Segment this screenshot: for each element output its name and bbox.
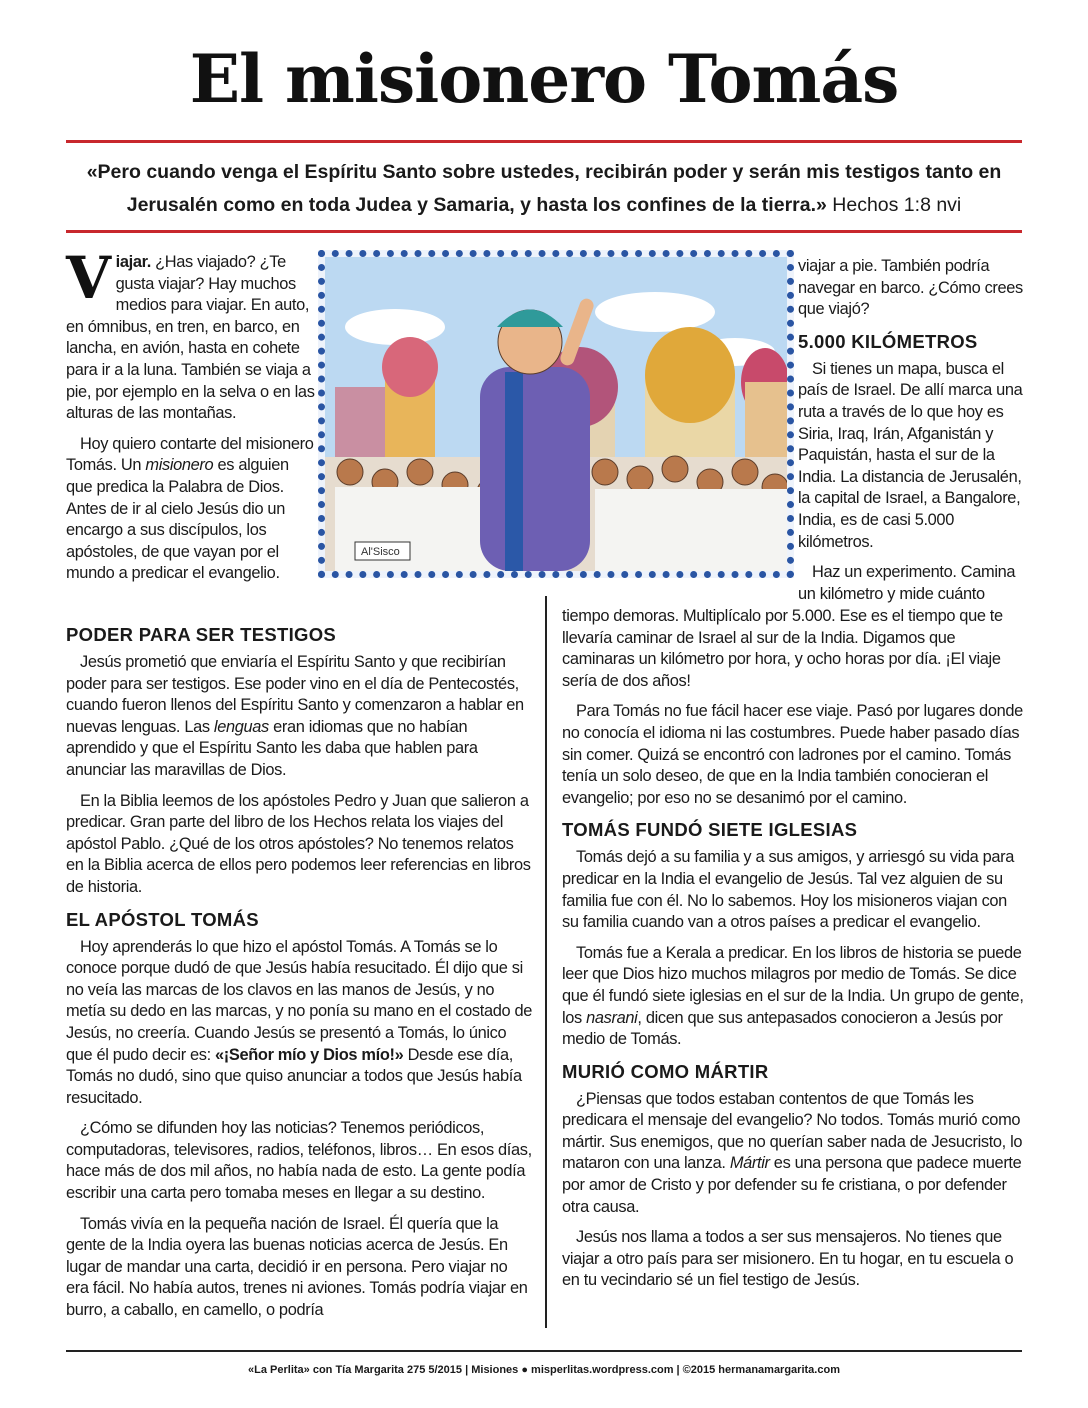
bible-verse (66, 156, 1022, 222)
apostol-paragraph-3: Tomás vivía en la pequeña nación de Israel. Él quería que la gente de la India oyera las buenas noticias acerca de Jesús. En lugar de mandar una carta, decidió ir en persona. Pero viajar no era fácil. No había autos, trenes ni aviones. Tomás podría viajar en burro, a caballo, en camello, o podría (66, 1214, 528, 1320)
footer-divider (66, 1350, 1022, 1352)
illustration-frame (318, 250, 794, 578)
apostol-paragraph-1: Hoy aprenderás lo que hizo el apóstol Tomás. A Tomás se lo conoce porque dudó de que Jesús había resucitado. Él dijo que si no veía las marcas de los clavos en las manos de Jesús, y no metía su dedo en las marcas, y no ponía su mano en el costado de Jesús, no creería. Cuando Jesús se presentó a Tomás, lo único que él pudo decir es: «¡Señor mío y Dios mío!» Desde ese día, Tomás no dudó, sino que quiso anunciar a todos que Jesús había resucitado. (66, 937, 532, 1107)
poder-paragraph-2: En la Biblia leemos de los apóstoles Pedro y Juan que salieron a predicar. Gran parte del libro de los Hechos relata los viajes del apóstol Pablo. ¿Qué de los otros apóstoles? No tenemos relatos en la Biblia acerca de ellos pero podemos leer referencias en libros de historia. (66, 791, 531, 896)
page-title: El misionero Tomás (189, 40, 899, 118)
intro-column (66, 244, 316, 594)
kilometros-paragraph-1: Si tienes un mapa, busca el país de Israel. De allí marca una ruta a través de lo que hoy es Siria, Iraq, Irán, Afganistán y Paquistán, hasta el sur de la India. La distancia de Jerusalén, la capital de Israel, a Bangalore, India, es de casi 5.000 kilómetros. (798, 359, 1023, 551)
kilometros-paragraph-2-cont: tiempo demoras. Multiplícalo por 5.000. Ese es el tiempo que te llevaría caminar de Israel al sur de la India. Digamos que caminaras un kilómetro por hora, y ocho horas por día. ¡El viaje sería de dos años! (562, 607, 1003, 690)
verse-reference: Hechos 1:8 nvi (826, 194, 962, 216)
intro-paragraph-2: Hoy quiero contarte del misionero Tomás. Un misionero es alguien que predica la Palabra de Dios. Antes de ir al cielo Jesús dio un encargo a sus discípulos, los apóstoles, de que vayan por el mundo a predicar el evangelio. (66, 434, 314, 583)
iglesias-paragraph-1: Tomás dejó a su familia y a sus amigos, y arriesgó su vida para predicar en la India el evangelio de Jesús. Tal vez alguien de su familia fue con él. No lo sabemos. Hoy los misioneros viajan con su familia cuando van a otros países a predicar el evangelio. (562, 848, 1015, 932)
right-top-column (798, 256, 1024, 614)
heading-martir: MURIÓ COMO MÁRTIR (562, 1060, 769, 1082)
kilometros-paragraph-2: Haz un experimento. Camina un kilómetro y mide cuánto (798, 563, 1016, 603)
heading-poder: PODER PARA SER TESTIGOS (66, 624, 337, 645)
martir-paragraph-2: Jesús nos llama a todos a ser sus mensajeros. No tienes que viajar a otro país para ser misionero. En tu hogar, en tu escuela o en tu vecindario sé un fiel testigo de Jesús. (562, 1228, 1014, 1290)
poder-paragraph-1: Jesús prometió que enviaría el Espíritu Santo y que recibirían poder para ser testigos. Ese poder vino en el día de Pentecostés, cuando fueron llenos del Espíritu Santo y comenzaron a hablar en nuevas lenguas. Las lenguas eran idiomas que no habían aprendido y que el Espíritu Santo les daba que hablen para anunciar las maravillas de Dios. (66, 653, 524, 779)
verse-quote: «Pero cuando venga el Espíritu Santo sobre ustedes, recibirán poder y serán mis testigos tanto en Jerusalén como en toda Judea y Samaria, y hasta los confines de la tierra.» (86, 161, 1002, 216)
iglesias-paragraph-2: Tomás fue a Kerala a predicar. En los libros de historia se puede leer que Dios hizo muchos milagros por medio de Tomás. Se dice que él fundó siete iglesias en el sur de la India. Un grupo de gente, los nasrani, dicen que sus antepasados conocieron a Jesús por medio de Tomás. (562, 943, 1024, 1049)
left-column (66, 614, 534, 1331)
column-divider (545, 596, 547, 1328)
preaching-illustration (325, 257, 787, 571)
heading-apostol: EL APÓSTOL TOMÁS (66, 908, 259, 930)
intro-paragraph-1: Viajar. ¿Has viajado? ¿Te gusta viajar? Hay muchos medios para viajar. En auto, en ómnibus, en tren, en barco, en lancha, en avión, hasta en cohete para ir a la luna. También se viaja a pie, por ejemplo en la selva o en las alturas de las montañas. (66, 244, 315, 423)
verse-divider (66, 230, 1022, 233)
drop-cap: V (66, 244, 111, 312)
heading-kilometros: 5.000 KILÓMETROS (798, 330, 978, 352)
title-divider (66, 140, 1022, 143)
heading-iglesias: TOMÁS FUNDÓ SIETE IGLESIAS (562, 819, 858, 841)
artist-signature: Al'Sisco (361, 546, 400, 558)
apostol-paragraph-2: ¿Cómo se difunden hoy las noticias? Tenemos periódicos, computadoras, televisores, radios, teléfonos, libros… En esos días, hace más de dos mil años, no había nada de esto. La gente podía escribir una carta pero tomaba meses en llegar a su destino. (66, 1119, 532, 1203)
right-column (562, 606, 1024, 1301)
intro-lead: iajar. (115, 253, 151, 271)
right-continuation: viajar a pie. También podría navegar en barco. ¿Cómo crees que viajó? (798, 257, 1023, 319)
martir-paragraph-1: ¿Piensas que todos estaban contentos de que Tomás les predicara el mensaje del evangelio? No todos. Tomás murió como mártir. Sus enemigos, que no querían saber nada de Jesucristo, lo mataron con una lanza. Mártir es una persona que padece muerte por amor de Cristo y por defender su fe cristiana, o por defender otra causa. (562, 1089, 1023, 1216)
kilometros-paragraph-3: Para Tomás no fue fácil hacer ese viaje. Pasó por lugares donde no conocía el idioma ni las costumbres. Puede haber pasado días sin comer. Quizá se encontró con ladrones por el camino. Tomás tenía un solo deseo, de que en la India también conocieran el evangelio; por eso no se desanimó por el camino. (562, 702, 1023, 807)
footer-credits: «La Perlita» con Tía Margarita 275 5/2015 | Misiones ● misperlitas.wordpress.com | ©2015 hermanamargarita.com (248, 1364, 840, 1376)
